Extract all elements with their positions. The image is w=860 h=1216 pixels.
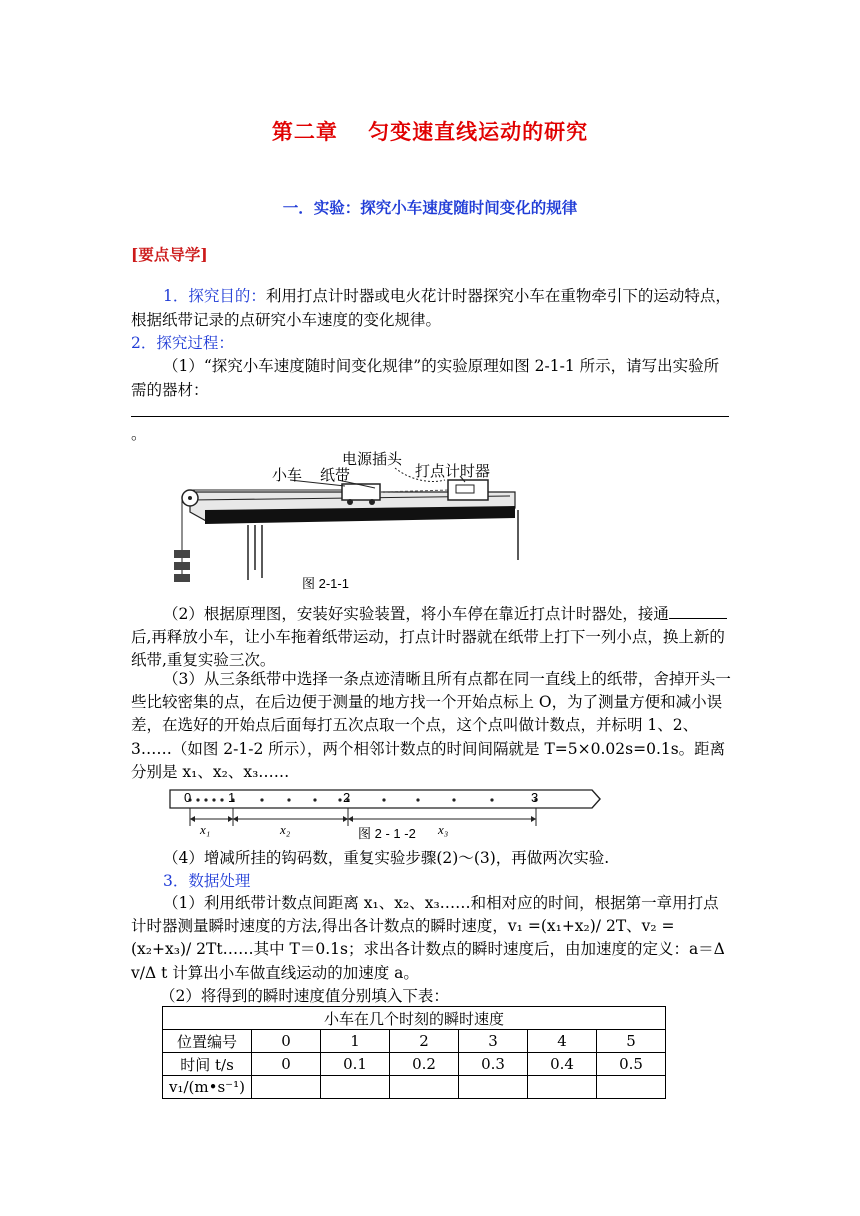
tape-point-0: 0 [184,790,192,805]
table-cell: 4 [528,1030,597,1053]
paragraph-step2 [131,602,731,672]
label-timer: 打点计时器 [415,463,491,480]
figure2-caption: 图 2 - 1 -2 [358,826,416,841]
purpose-text: 利用打点计时器或电火花计时器探究小车在重物牵引下的运动特点，根据纸带记录的点研究小车速度的变化规律。 [131,287,731,329]
label-car: 小车 [272,467,303,484]
tape-point-2: 2 [343,790,351,805]
paragraph-data1: （1）利用纸带计数点间距离 x₁、x₂、x₃……和相对应的时间，根据第一章用打点计时器测量瞬时速度的方法,得出各计数点的瞬时速度，v₁ =(x₁+x₂)/ 2T、v₂ =(x₂+x₃)/ 2Tt……其中 T＝0.1s；求出各计数点的瞬时速度后，由加速度的定义：a＝Δ v/Δ t 计算出小车做直线运动的加速度 a。 [131,894,725,982]
section-title: 一．实验：探究小车速度随时间变化的规律 [282,198,578,217]
table-cell: 0.4 [528,1053,597,1076]
table-cell: 2 [390,1030,459,1053]
step2-blank [669,602,727,619]
table-cell: 0 [252,1030,321,1053]
table-row [163,1053,666,1076]
table-cell [459,1076,528,1099]
table-cell: 0.5 [597,1053,666,1076]
segment-x1: x₁ [200,822,211,837]
table-row [163,1030,666,1053]
step2-text-b: 后,再释放小车，让小车拖着纸带运动，打点计时器就在纸带上打下一列小点，换上新的纸带,重复实验三次。 [131,628,725,669]
table-cell [528,1076,597,1099]
paragraph-data2: （2）将得到的瞬时速度值分别填入下表： [160,987,449,1005]
answer-line [131,416,729,417]
period-mark: 。 [131,425,147,443]
data-processing-heading: 3．数据处理 [163,872,251,890]
label-plug: 电源插头 [342,451,403,468]
table-cell: 3 [459,1030,528,1053]
tape-point-1: 1 [228,790,236,805]
paragraph-step3: （3）从三条纸带中选择一条点迹清晰且所有点都在同一直线上的纸带，舍掉开头一些比较密集的点，在后边便于测量的地方找一个开始点标上 O，为了测量方便和减小误差，在选好的开始点后面每打五次点取一个点，这个点叫做计数点，并标明 1、2、3……（如图 2-1-2 所示），两个相邻计数点的时间间隔就是 T=5×0.02s=0.1s。距离分别是 x₁、x₂、x₃…… [131,670,731,781]
chapter-title: 第二章 匀变速直线运动的研究 [271,119,589,144]
paragraph-step1: （1）“探究小车速度随时间变化规律”的实验原理如图 2-1-1 所示，请写出实验所需的器材： [131,357,720,399]
figure1-caption: 图 2-1-1 [302,576,349,591]
table-cell: 5 [597,1030,666,1053]
paragraph-step4: （4）增减所挂的钩码数，重复实验步骤(2)～(3)，再做两次实验. [163,849,610,867]
paragraph-purpose [131,284,731,332]
table-cell: 0.2 [390,1053,459,1076]
tape-point-3: 3 [531,790,539,805]
velocity-table [162,1006,666,1099]
key-points-heading: [要点导学] [131,245,208,264]
table-row [163,1076,666,1099]
step2-text-a: （2）根据原理图，安装好实验装置，将小车停在靠近打点计时器处，接通 [163,605,669,623]
process-heading: 2．探究过程： [131,334,234,352]
table-cell: 1 [321,1030,390,1053]
paper-tape-figure [162,786,608,842]
table-cell [252,1076,321,1099]
segment-x2: x₂ [280,822,291,837]
row-label: 时间 t/s [163,1053,252,1076]
table-cell [321,1076,390,1099]
experiment-apparatus-figure [160,450,520,595]
table-cell [597,1076,666,1099]
table-cell: 0.3 [459,1053,528,1076]
table-cell: 0.1 [321,1053,390,1076]
table-cell: 0 [252,1053,321,1076]
table-caption: 小车在几个时刻的瞬时速度 [163,1007,666,1030]
row-label: 位置编号 [163,1030,252,1053]
row-label: v₁/(m•s⁻¹) [163,1076,252,1099]
table-cell [390,1076,459,1099]
segment-x3: x₃ [438,822,449,837]
label-tape: 纸带 [320,467,351,484]
purpose-label: 1．探究目的： [163,287,266,305]
